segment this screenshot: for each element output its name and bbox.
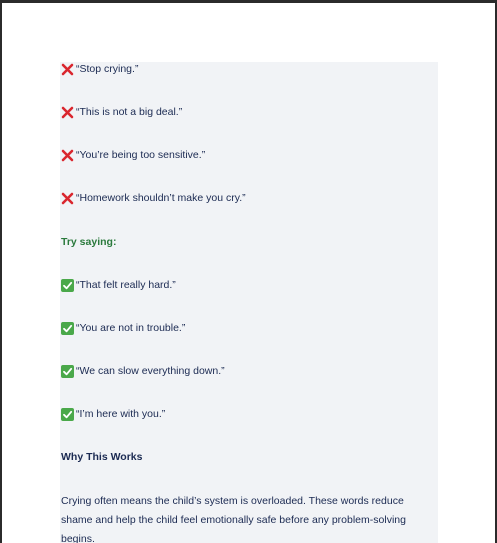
- try-phrase-text: “We can slow everything down.”: [76, 365, 225, 377]
- try-phrase-text: “I’m here with you.”: [76, 408, 166, 420]
- avoid-phrase-item: [61, 148, 205, 162]
- green-check-icon: [61, 365, 74, 378]
- red-cross-icon: [61, 63, 74, 76]
- try-phrase-item: [61, 407, 165, 421]
- avoid-phrase-text: “Homework shouldn’t make you cry.”: [76, 192, 246, 204]
- avoid-phrase-text: “You’re being too sensitive.”: [76, 149, 206, 161]
- why-this-works-heading: Why This Works: [61, 451, 143, 463]
- why-this-works-paragraph: Crying often means the child’s system is overloaded. These words reduce shame and help the child feel emotionally safe before any problem-solving begins.: [61, 495, 406, 543]
- red-cross-icon: [61, 192, 74, 205]
- try-phrase-item: [61, 321, 185, 335]
- green-check-icon: [61, 322, 74, 335]
- avoid-phrase-text: “Stop crying.”: [76, 63, 139, 75]
- window-top-border: [0, 0, 497, 3]
- try-phrase-text: “That felt really hard.”: [76, 279, 176, 291]
- green-check-icon: [61, 408, 74, 421]
- red-cross-icon: [61, 106, 74, 119]
- window-left-border: [0, 0, 2, 543]
- avoid-phrase-item: [61, 62, 138, 76]
- try-phrase-item: [61, 364, 225, 378]
- content-panel: [60, 62, 438, 543]
- try-phrase-item: [61, 278, 176, 292]
- avoid-phrase-item: [61, 105, 182, 119]
- try-saying-heading: Try saying:: [61, 236, 117, 248]
- avoid-phrase-text: “This is not a big deal.”: [76, 106, 183, 118]
- red-cross-icon: [61, 149, 74, 162]
- green-check-icon: [61, 279, 74, 292]
- try-phrase-text: “You are not in trouble.”: [76, 322, 186, 334]
- avoid-phrase-item: [61, 191, 246, 205]
